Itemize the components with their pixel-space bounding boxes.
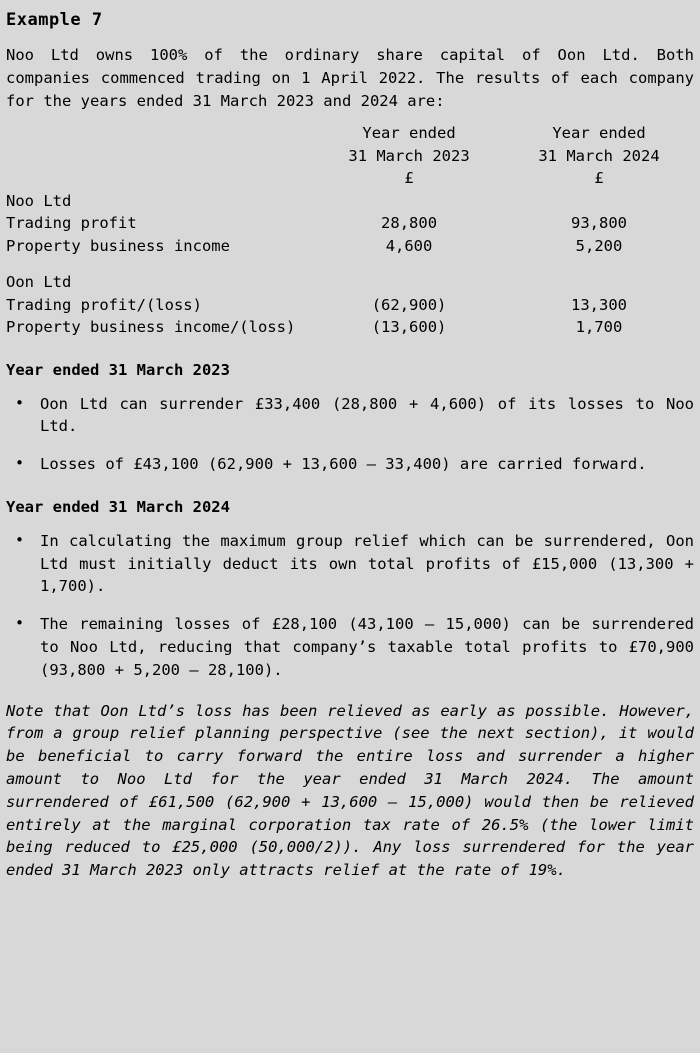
row-value-2024: 93,800 [571,214,627,233]
row-value-2024: 13,300 [571,295,627,314]
row-label: Property business income [6,236,230,255]
section-heading-2024: Year ended 31 March 2024 [6,497,230,516]
intro-paragraph: Noo Ltd owns 100% of the ordinary share capital of Oon Ltd. Both companies commenced trading on 1 April 2022. The results of each company for the years ended 31 March 2023 and 2024 are: [6,46,694,110]
list-item [6,530,694,598]
column-header-1-line2: 31 March 2023 [348,146,470,165]
table-header-row-2 [6,145,694,167]
column-header-2-line1: Year ended [552,124,646,143]
column-header-1-line1: Year ended [362,124,456,143]
group-header-row [6,271,694,293]
company-name-oon: Oon Ltd [6,273,72,292]
bullet-list-2023 [6,393,694,476]
closing-note: Note that Oon Ltd’s loss has been relieved as early as possible. However, from a group relief planning perspective (see the next section), it would be beneficial to carry forward the entire loss and surrender a higher amount to Noo Ltd for the year ended 31 March 2024. The amount surrendered of £61,500 (62,900 + 13,600 – 15,000) would then be relieved entirely at the marginal corporation tax rate of 26.5% (the lower limit being reduced to £25,000 (50,000/2)). Any loss surrendered for the year ended 31 March 2023 only attracts relief at the rate of 19%. [6,701,694,880]
row-value-2023: (13,600) [371,318,447,337]
row-label: Property business income/(loss) [6,318,296,337]
currency-spacer [6,167,314,189]
page-title: Example 7 [6,10,103,30]
list-item-text: The remaining losses of £28,100 (43,100 – 15,000) can be surrendered to Noo Ltd, reducing that company’s taxable total profits to £70,900 (93,800 + 5,200 – 28,100). [40,615,694,679]
bullet-icon: • [15,454,25,473]
list-item-text: In calculating the maximum group relief which can be surrendered, Oon Ltd must initially deduct its own total profits of £15,000 (13,300 + 1,700). [40,531,694,596]
currency-symbol-1: £ [404,169,414,188]
table-spacer [6,257,694,271]
list-item [6,393,694,439]
table-header-row [6,122,694,144]
bullet-icon: • [15,530,25,549]
list-item [6,453,694,476]
row-label: Trading profit [6,214,137,233]
column-header-2-line2: 31 March 2024 [538,146,660,165]
bullet-icon: • [15,614,25,633]
row-value-2024: 1,700 [575,318,623,337]
table-row [6,235,694,257]
company-name-noo: Noo Ltd [6,191,72,210]
table-row [6,212,694,234]
row-value-2023: (62,900) [371,295,447,314]
currency-symbol-2: £ [594,169,604,188]
group-header-row [6,190,694,212]
header-spacer-2 [6,145,314,167]
row-label: Trading profit/(loss) [6,295,202,314]
results-table [6,122,694,338]
bullet-list-2024 [6,530,694,682]
list-item [6,613,694,681]
table-row [6,316,694,338]
currency-row [6,167,694,189]
row-value-2024: 5,200 [575,236,623,255]
section-heading-2023: Year ended 31 March 2023 [6,360,230,379]
bullet-icon: • [15,393,25,412]
row-value-2023: 28,800 [381,214,438,233]
list-item-text: Losses of £43,100 (62,900 + 13,600 – 33,400) are carried forward. [40,455,647,474]
row-value-2023: 4,600 [385,236,433,255]
list-item-text: Oon Ltd can surrender £33,400 (28,800 + 4,600) of its losses to Noo Ltd. [40,394,694,436]
header-spacer [6,122,314,144]
table-row [6,294,694,316]
